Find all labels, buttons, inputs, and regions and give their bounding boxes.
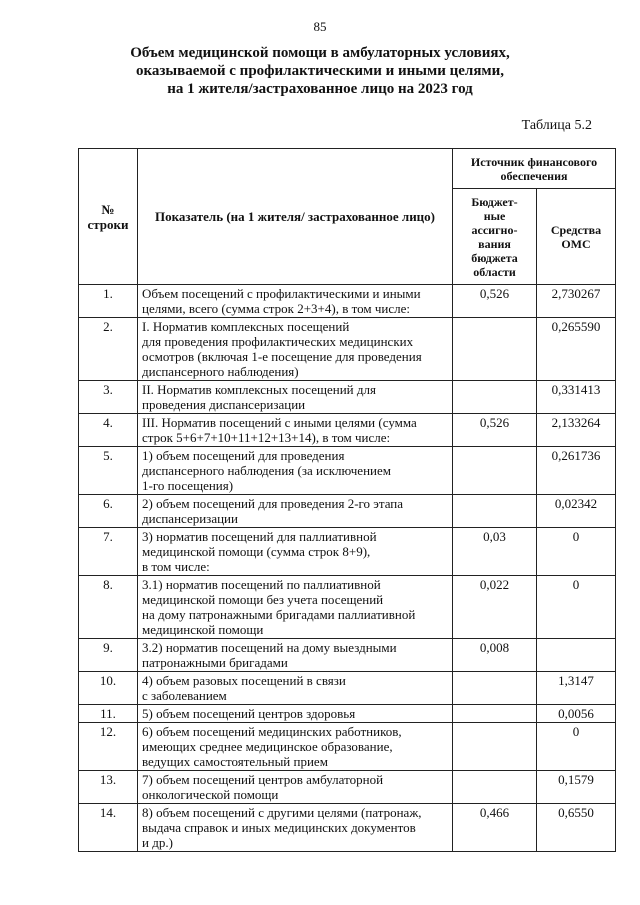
table-row — [79, 318, 616, 381]
table-row — [79, 414, 616, 447]
table-row — [79, 495, 616, 528]
oms-value: 0 — [537, 528, 616, 576]
budget-value — [453, 381, 537, 414]
row-number: 1. — [79, 285, 138, 318]
indicator-line: целями, всего (сумма строк 2+3+4), в том числе: — [142, 301, 410, 316]
table-row — [79, 447, 616, 495]
row-indicator — [138, 576, 453, 639]
indicator-line: 2) объем посещений для проведения 2-го этапа — [142, 496, 404, 511]
row-indicator — [138, 804, 453, 852]
page-number: 85 — [313, 19, 327, 34]
indicator-line: онкологической помощи — [142, 787, 279, 802]
budget-value: 0,008 — [453, 639, 537, 672]
budget-value: 0,03 — [453, 528, 537, 576]
indicator-line: выдача справок и иных медицинских документов — [142, 820, 416, 835]
row-number: 6. — [79, 495, 138, 528]
oms-value — [537, 639, 616, 672]
indicator-line: медицинской помощи без учета посещений — [142, 592, 384, 607]
indicator-line: 4) объем разовых посещений в связи — [142, 673, 346, 688]
indicator-line: 1) объем посещений для проведения — [142, 448, 345, 463]
indicator-line: и др.) — [142, 835, 173, 850]
row-indicator — [138, 414, 453, 447]
indicator-line: III. Норматив посещений с иными целями (сумма — [142, 415, 417, 430]
row-number: 10. — [79, 672, 138, 705]
oms-value: 0,331413 — [537, 381, 616, 414]
title-line: оказываемой с профилактическими и иными целями, — [135, 63, 505, 79]
table-row — [79, 705, 616, 723]
row-number: 3. — [79, 381, 138, 414]
budget-value: 0,466 — [453, 804, 537, 852]
indicator-line: 5) объем посещений центров здоровья — [142, 706, 356, 721]
indicator-line: в том числе: — [142, 559, 210, 574]
table-row — [79, 771, 616, 804]
document-title — [90, 44, 550, 98]
indicator-line: диспансерного наблюдения (за исключением — [142, 463, 391, 478]
oms-value: 0,6550 — [537, 804, 616, 852]
oms-value: 0 — [537, 723, 616, 771]
row-number: 12. — [79, 723, 138, 771]
header-oms: Средства ОМС — [537, 189, 616, 285]
indicator-line: диспансерного наблюдения) — [142, 364, 299, 379]
table-row — [79, 723, 616, 771]
row-indicator — [138, 672, 453, 705]
indicator-line: с заболеванием — [142, 688, 227, 703]
table-row — [79, 528, 616, 576]
oms-value: 1,3147 — [537, 672, 616, 705]
table-row — [79, 381, 616, 414]
indicator-line: медицинской помощи (сумма строк 8+9), — [142, 544, 371, 559]
row-number: 7. — [79, 528, 138, 576]
header-row-no: № строки — [79, 149, 138, 285]
row-indicator — [138, 318, 453, 381]
indicator-line: для проведения профилактических медицинских — [142, 334, 414, 349]
budget-value — [453, 447, 537, 495]
table-row — [79, 639, 616, 672]
row-indicator — [138, 381, 453, 414]
indicator-line: осмотров (включая 1-е посещение для проведения — [142, 349, 422, 364]
budget-value — [453, 723, 537, 771]
row-number: 2. — [79, 318, 138, 381]
indicator-line: 3) норматив посещений для паллиативной — [142, 529, 377, 544]
title-line: Объем медицинской помощи в амбулаторных условиях, — [130, 45, 510, 61]
indicator-line: I. Норматив комплексных посещений — [142, 319, 350, 334]
row-number: 14. — [79, 804, 138, 852]
oms-value: 0,265590 — [537, 318, 616, 381]
row-indicator — [138, 723, 453, 771]
indicator-line: 3.1) норматив посещений по паллиативной — [142, 577, 381, 592]
oms-value: 0 — [537, 576, 616, 639]
row-indicator — [138, 447, 453, 495]
oms-value: 2,133264 — [537, 414, 616, 447]
row-number: 5. — [79, 447, 138, 495]
row-indicator — [138, 495, 453, 528]
indicator-line: патронажными бригадами — [142, 655, 288, 670]
row-number: 4. — [79, 414, 138, 447]
indicator-line: 7) объем посещений центров амбулаторной — [142, 772, 384, 787]
oms-value: 2,730267 — [537, 285, 616, 318]
budget-value: 0,022 — [453, 576, 537, 639]
table-caption: Таблица 5.2 — [521, 118, 592, 133]
indicator-line: проведения диспансеризации — [142, 397, 306, 412]
budget-value — [453, 771, 537, 804]
row-indicator — [138, 528, 453, 576]
budget-value: 0,526 — [453, 414, 537, 447]
budget-value: 0,526 — [453, 285, 537, 318]
indicator-line: II. Норматив комплексных посещений для — [142, 382, 376, 397]
table-row — [79, 285, 616, 318]
table-row — [79, 672, 616, 705]
header-indicator: Показатель (на 1 жителя/ застрахованное лицо) — [138, 149, 453, 285]
row-indicator — [138, 705, 453, 723]
indicator-line: 1-го посещения) — [142, 478, 234, 493]
row-number: 8. — [79, 576, 138, 639]
header-budget: Бюджет- ные ассигно- вания бюджета области — [453, 189, 537, 285]
budget-value — [453, 495, 537, 528]
budget-value — [453, 672, 537, 705]
oms-value: 0,02342 — [537, 495, 616, 528]
budget-value — [453, 705, 537, 723]
indicator-line: имеющих среднее медицинское образование, — [142, 739, 393, 754]
row-indicator — [138, 771, 453, 804]
header-source: Источник финансового обеспечения — [453, 149, 616, 189]
indicator-line: на дому патронажными бригадами паллиативной — [142, 607, 416, 622]
table-row — [79, 804, 616, 852]
oms-value: 0,261736 — [537, 447, 616, 495]
row-number: 9. — [79, 639, 138, 672]
table-body — [79, 285, 616, 852]
data-table — [78, 148, 616, 852]
oms-value: 0,0056 — [537, 705, 616, 723]
budget-value — [453, 318, 537, 381]
indicator-line: диспансеризации — [142, 511, 238, 526]
row-number: 13. — [79, 771, 138, 804]
indicator-line: медицинской помощи — [142, 622, 264, 637]
title-line: на 1 жителя/застрахованное лицо на 2023 год — [167, 81, 473, 97]
row-indicator — [138, 285, 453, 318]
row-number: 11. — [79, 705, 138, 723]
indicator-line: 3.2) норматив посещений на дому выездными — [142, 640, 397, 655]
indicator-line: 8) объем посещений с другими целями (патронаж, — [142, 805, 422, 820]
indicator-line: строк 5+6+7+10+11+12+13+14), в том числе: — [142, 430, 391, 445]
indicator-line: Объем посещений с профилактическими и иными — [142, 286, 421, 301]
indicator-line: ведущих самостоятельный прием — [142, 754, 328, 769]
row-indicator — [138, 639, 453, 672]
oms-value: 0,1579 — [537, 771, 616, 804]
indicator-line: 6) объем посещений медицинских работников, — [142, 724, 402, 739]
table-row — [79, 576, 616, 639]
